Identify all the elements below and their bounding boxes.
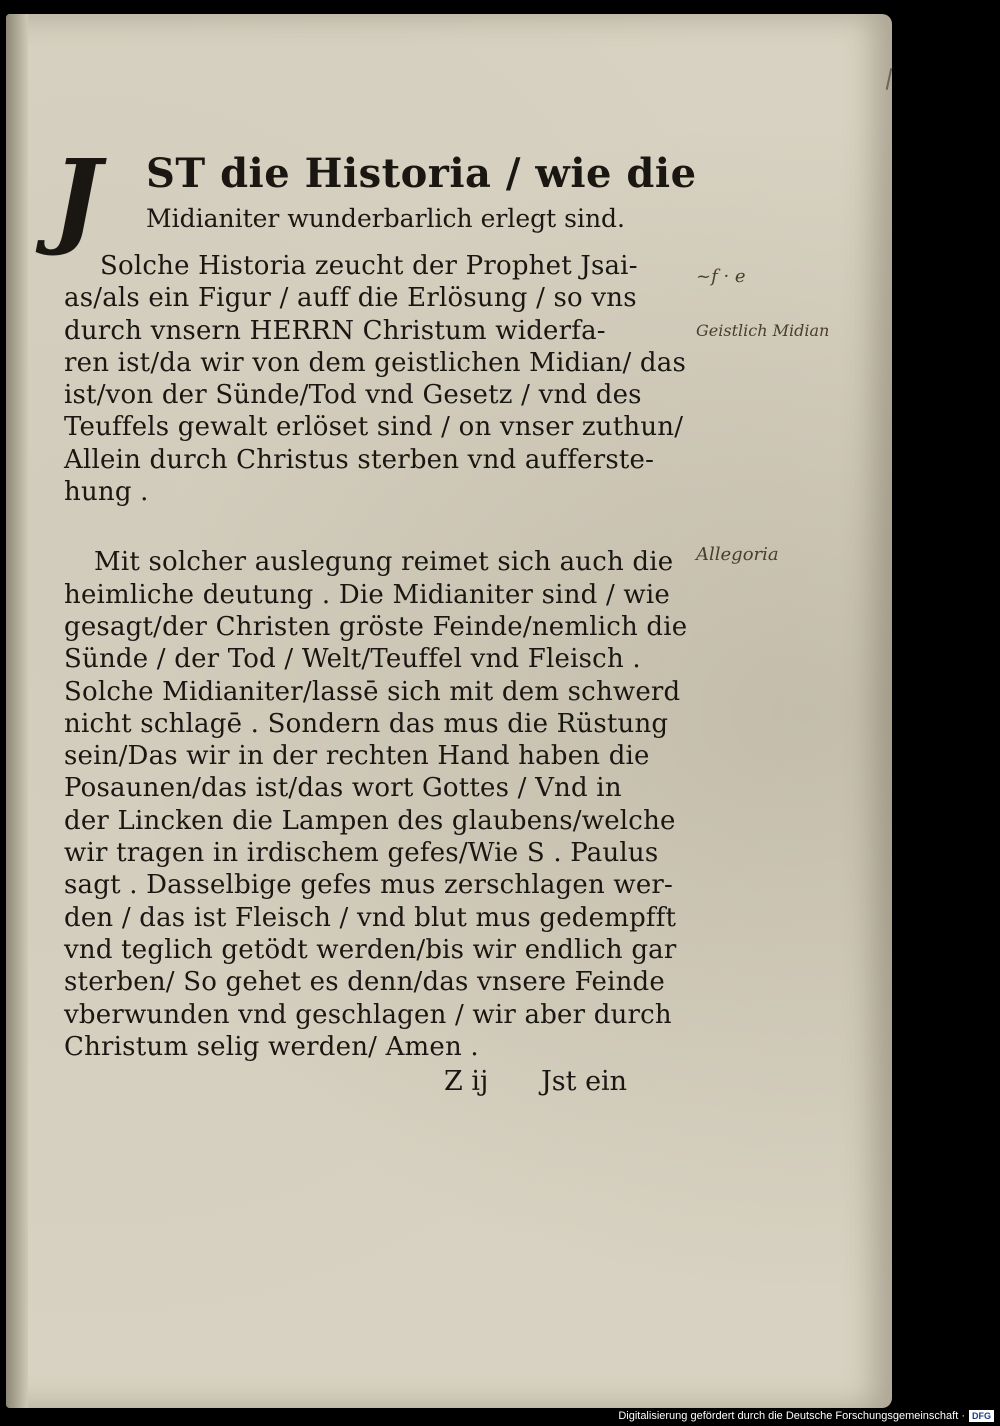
text-line: Solche Historia zeucht der Prophet Jsai- bbox=[100, 251, 638, 281]
text-line: vnd teglich getödt werden/bis wir endlich gar bbox=[64, 934, 677, 965]
text-line: vberwunden vnd geschlagen / wir aber durch bbox=[64, 999, 672, 1030]
text-line: sein/Das wir in der rechten Hand haben die bbox=[64, 741, 650, 772]
margin-note: Geistlich Midian bbox=[696, 321, 830, 340]
text-line: hung . bbox=[64, 477, 149, 508]
headline bbox=[52, 136, 697, 259]
text-line: sterben/ So gehet es denn/das vnsere Feinde bbox=[64, 967, 665, 998]
text-line: Allein durch Christus sterben vnd aufferste- bbox=[64, 444, 655, 475]
text-line: durch vnsern HERRN Christum widerfa- bbox=[64, 315, 606, 346]
catchword-line bbox=[444, 1066, 627, 1097]
footer-credit bbox=[618, 1410, 994, 1422]
text-line: as/als ein Figur / auff die Erlösung / so vns bbox=[64, 283, 637, 314]
text-line: sagt . Dasselbige gefes mus zerschlagen wer- bbox=[64, 870, 674, 901]
text-line: Mit solcher auslegung reimet sich auch die bbox=[94, 547, 674, 578]
text-line: Teuffels gewalt erlöset sind / on vnser zuthun/ bbox=[64, 412, 684, 443]
page-edge-mark bbox=[886, 68, 893, 90]
text-line: heimliche deutung . Die Midianiter sind / wie bbox=[64, 579, 670, 610]
book-page bbox=[6, 14, 892, 1408]
text-line: den / das ist Fleisch / vnd blut mus gedempfft bbox=[64, 902, 677, 933]
margin-note: Allegoria bbox=[696, 544, 779, 565]
text-line: Posaunen/das ist/das wort Gottes / Vnd in bbox=[64, 773, 622, 804]
text-line: Sünde / der Tod / Welt/Teuffel vnd Fleisch . bbox=[64, 644, 641, 675]
decorated-initial: J bbox=[52, 136, 102, 259]
signature-mark: Z ij bbox=[444, 1066, 489, 1097]
text-line: ren ist/da wir von dem geistlichen Midian/ das bbox=[64, 347, 686, 378]
footer-credit-text: Digitalisierung gefördert durch die Deutsche Forschungsgemeinschaft · bbox=[618, 1410, 965, 1422]
text-column bbox=[52, 136, 697, 1063]
headline-subtitle: Midianiter wunderbarlich erlegt sind. bbox=[146, 204, 625, 233]
page-gutter bbox=[6, 14, 28, 1408]
text-line: Solche Midianiter/lassē sich mit dem schwerd bbox=[64, 676, 681, 707]
text-line: Christum selig werden/ Amen . bbox=[64, 1031, 479, 1062]
paragraph-1 bbox=[64, 250, 686, 508]
paragraph-2 bbox=[64, 546, 688, 1063]
text-line: gesagt/der Christen gröste Feinde/nemlich die bbox=[64, 611, 688, 642]
text-line: der Lincken die Lampen des glaubens/welche bbox=[64, 805, 676, 836]
catchword: Jst ein bbox=[540, 1066, 628, 1097]
margin-note: ~f · e bbox=[696, 266, 746, 287]
text-line: wir tragen in irdischem gefes/Wie S . Paulus bbox=[64, 838, 659, 869]
headline-title: ST die Historia / wie die bbox=[146, 150, 697, 197]
text-line: nicht schlagē . Sondern das mus die Rüstung bbox=[64, 708, 669, 739]
dfg-logo: DFG bbox=[969, 1410, 994, 1422]
text-line: ist/von der Sünde/Tod vnd Gesetz / vnd des bbox=[64, 380, 642, 411]
